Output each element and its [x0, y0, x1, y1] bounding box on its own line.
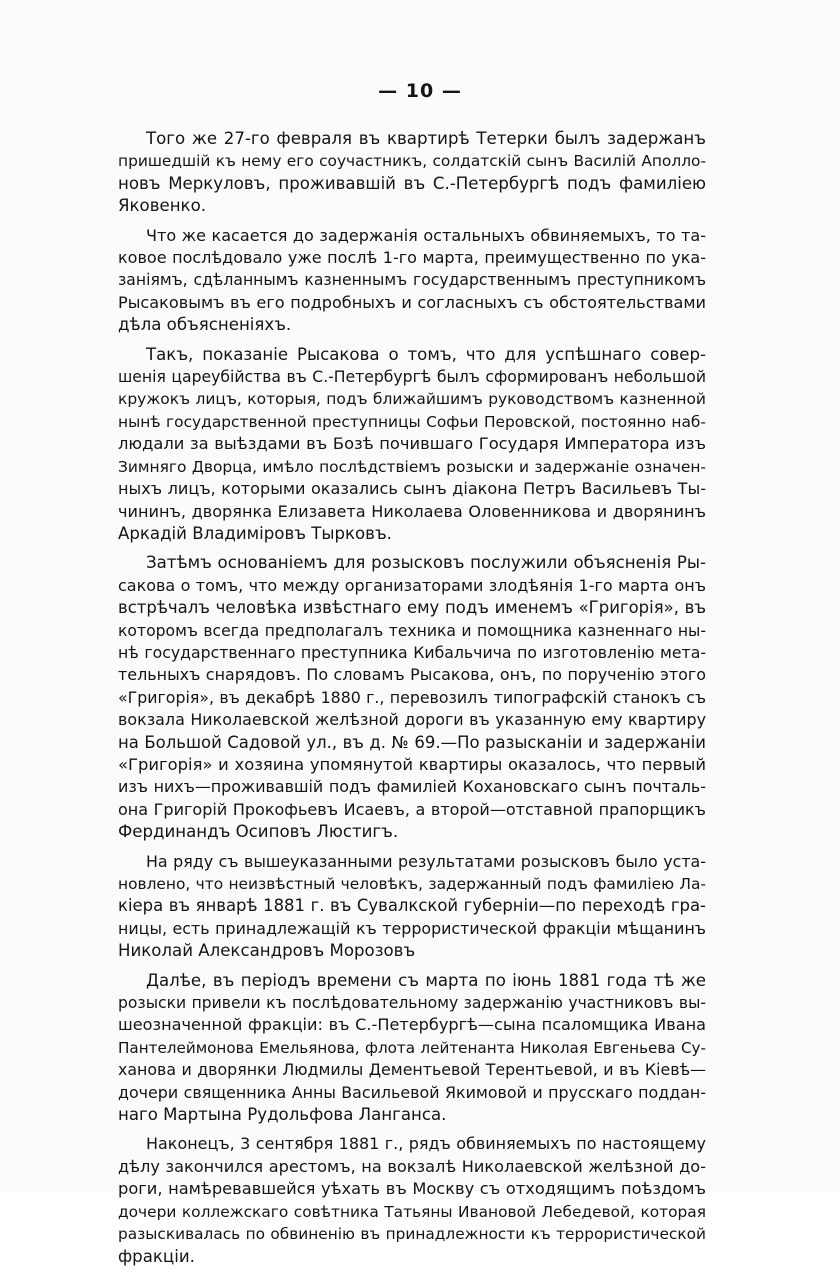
text-line: ницы, есть принадлежащій къ террористической фракціи мѣщанинъ — [118, 918, 706, 938]
text-line: Затѣмъ основаніемъ для розысковъ послужили объясненія Ры- — [146, 553, 706, 573]
body-text — [118, 128, 706, 1275]
text-line: Аркадій Владиміровъ Тырковъ. — [118, 523, 392, 543]
text-line: Николай Александровъ Морозовъ — [118, 941, 416, 961]
text-line: изъ нихъ—проживавшій подъ фамиліей Кохановскаго сынъ почталь- — [118, 777, 706, 797]
text-line: дочери священника Анны Васильевой Якимовой и прусскаго поддан- — [118, 1082, 706, 1102]
text-line: кружокъ лицъ, которыя, подъ ближайшимъ руководствомъ казненной — [118, 390, 706, 409]
text-line: вокзала Николаевской желѣзной дороги въ указанную ему квартиру — [118, 710, 706, 730]
text-line: дочери коллежскаго совѣтника Татьяны Ивановой Лебедевой, которая — [118, 1202, 706, 1221]
text-line: ковое послѣдовало уже послѣ 1-го марта, преимущественно по ука- — [118, 248, 706, 268]
text-line: дѣлу закончился арестомъ, на вокзалѣ Николаевской желѣзной до- — [118, 1156, 706, 1176]
text-line: шенія цареубійства въ С.-Петербургѣ былъ сформированъ небольшой — [118, 367, 706, 387]
text-line: людали за выѣздами въ Бозѣ почившаго Государя Императора изъ — [118, 434, 706, 454]
text-line: ханова и дворянки Людмилы Дементьевой Терентьевой, и въ Кіевѣ— — [118, 1060, 706, 1080]
text-line: она Григорій Прокофьевъ Исаевъ, а второй—отставной прапорщикъ — [118, 799, 706, 819]
text-line: Зимняго Дворца, имѣло послѣдствіемъ розыски и задержаніе означен- — [118, 457, 706, 476]
text-line: нѣ государственнаго преступника Кибальчича по изготовленію мета- — [118, 642, 706, 662]
text-line: дѣла объясненіяхъ. — [118, 315, 292, 335]
text-line: тельныхъ снарядовъ. По словамъ Рысакова, онъ, по порученію этого — [118, 665, 706, 685]
paragraph — [118, 344, 706, 546]
text-line: фракціи. — [118, 1246, 195, 1266]
text-line: на Большой Садовой ул., въ д. № 69.—По разысканіи и задержаніи — [118, 732, 706, 752]
text-line: Наконецъ, 3 сентября 1881 г., рядъ обвиняемыхъ по настоящему — [146, 1134, 706, 1154]
text-line: «Григорія», въ декабрѣ 1880 г., перевозилъ типографскій станокъ съ — [118, 687, 706, 707]
paragraph — [118, 225, 706, 337]
text-line: Такъ, показаніе Рысакова о томъ, что для успѣшнаго совер- — [146, 344, 706, 364]
text-line: роги, намѣревавшейся уѣхать въ Москву съ отходящимъ поѣздомъ — [118, 1179, 706, 1199]
text-line: наго Мартына Рудольфова Ланганса. — [118, 1105, 447, 1125]
text-line: Того же 27-го февраля въ квартирѣ Тетерки былъ задержанъ — [146, 129, 706, 148]
text-line: новлено, что неизвѣстный человѣкъ, задержанный подъ фамиліею Ла- — [118, 875, 706, 893]
text-line: нынѣ государственной преступницы Софьи Перовской, постоянно наб- — [118, 412, 706, 431]
text-line: разыскивалась по обвиненію въ принадлежности къ террористической — [118, 1225, 706, 1244]
text-line: пришедшій къ нему его соучастникъ, солдатскій сынъ Василій Аполло- — [118, 152, 706, 171]
text-line: На ряду съ вышеуказанными результатами розысковъ было уста- — [146, 851, 706, 871]
text-line: чининъ, дворянка Елизавета Николаева Оловенникова и дворянинъ — [118, 501, 706, 521]
text-line: сакова о томъ, что между организаторами злодѣянія 1-го марта онъ — [118, 575, 706, 595]
text-line: Рысаковымъ въ его подробныхъ и согласныхъ съ обстоятельствами — [118, 292, 706, 312]
paragraph — [118, 970, 706, 1127]
text-line: шеозначенной фракціи: въ С.-Петербургѣ—сына псаломщика Ивана — [118, 1015, 706, 1035]
paragraph — [118, 851, 706, 963]
text-line: кіера въ январѣ 1881 г. въ Сувалкской губерніи—по переходѣ гра- — [118, 896, 706, 916]
text-line: новъ Меркуловъ, проживавшій въ С.-Петербургѣ подъ фамиліею — [118, 173, 706, 193]
text-line: заніямъ, сдѣланнымъ казненнымъ государственнымъ преступникомъ — [118, 270, 706, 290]
text-line: Фердинандъ Осиповъ Люстигъ. — [118, 822, 399, 842]
text-line: ныхъ лицъ, которыми оказались сынъ діакона Петръ Васильевъ Ты- — [118, 479, 706, 499]
text-line: которомъ всегда предполагалъ техника и помощника казненнаго ны- — [118, 621, 706, 640]
page-number: — 10 — — [378, 80, 462, 102]
text-line: встрѣчалъ человѣка извѣстнаго ему подъ именемъ «Григорія», въ — [118, 598, 706, 618]
text-line: «Григорія» и хозяина упомянутой квартиры оказалось, что первый — [118, 754, 706, 774]
text-line: розыски привели къ послѣдовательному задержанію участниковъ вы- — [118, 994, 706, 1013]
paragraph — [118, 1133, 706, 1267]
paragraph — [118, 128, 706, 218]
text-line: Пантелеймонова Емельянова, флота лейтенанта Николая Евгеньева Су- — [118, 1038, 706, 1057]
text-line: Далѣе, въ періодъ времени съ марта по іюнь 1881 года тѣ же — [146, 970, 706, 990]
text-line: Что же касается до задержанія остальныхъ обвиняемыхъ, то та- — [146, 225, 706, 245]
text-line: Яковенко. — [118, 196, 206, 216]
paragraph — [118, 552, 706, 843]
